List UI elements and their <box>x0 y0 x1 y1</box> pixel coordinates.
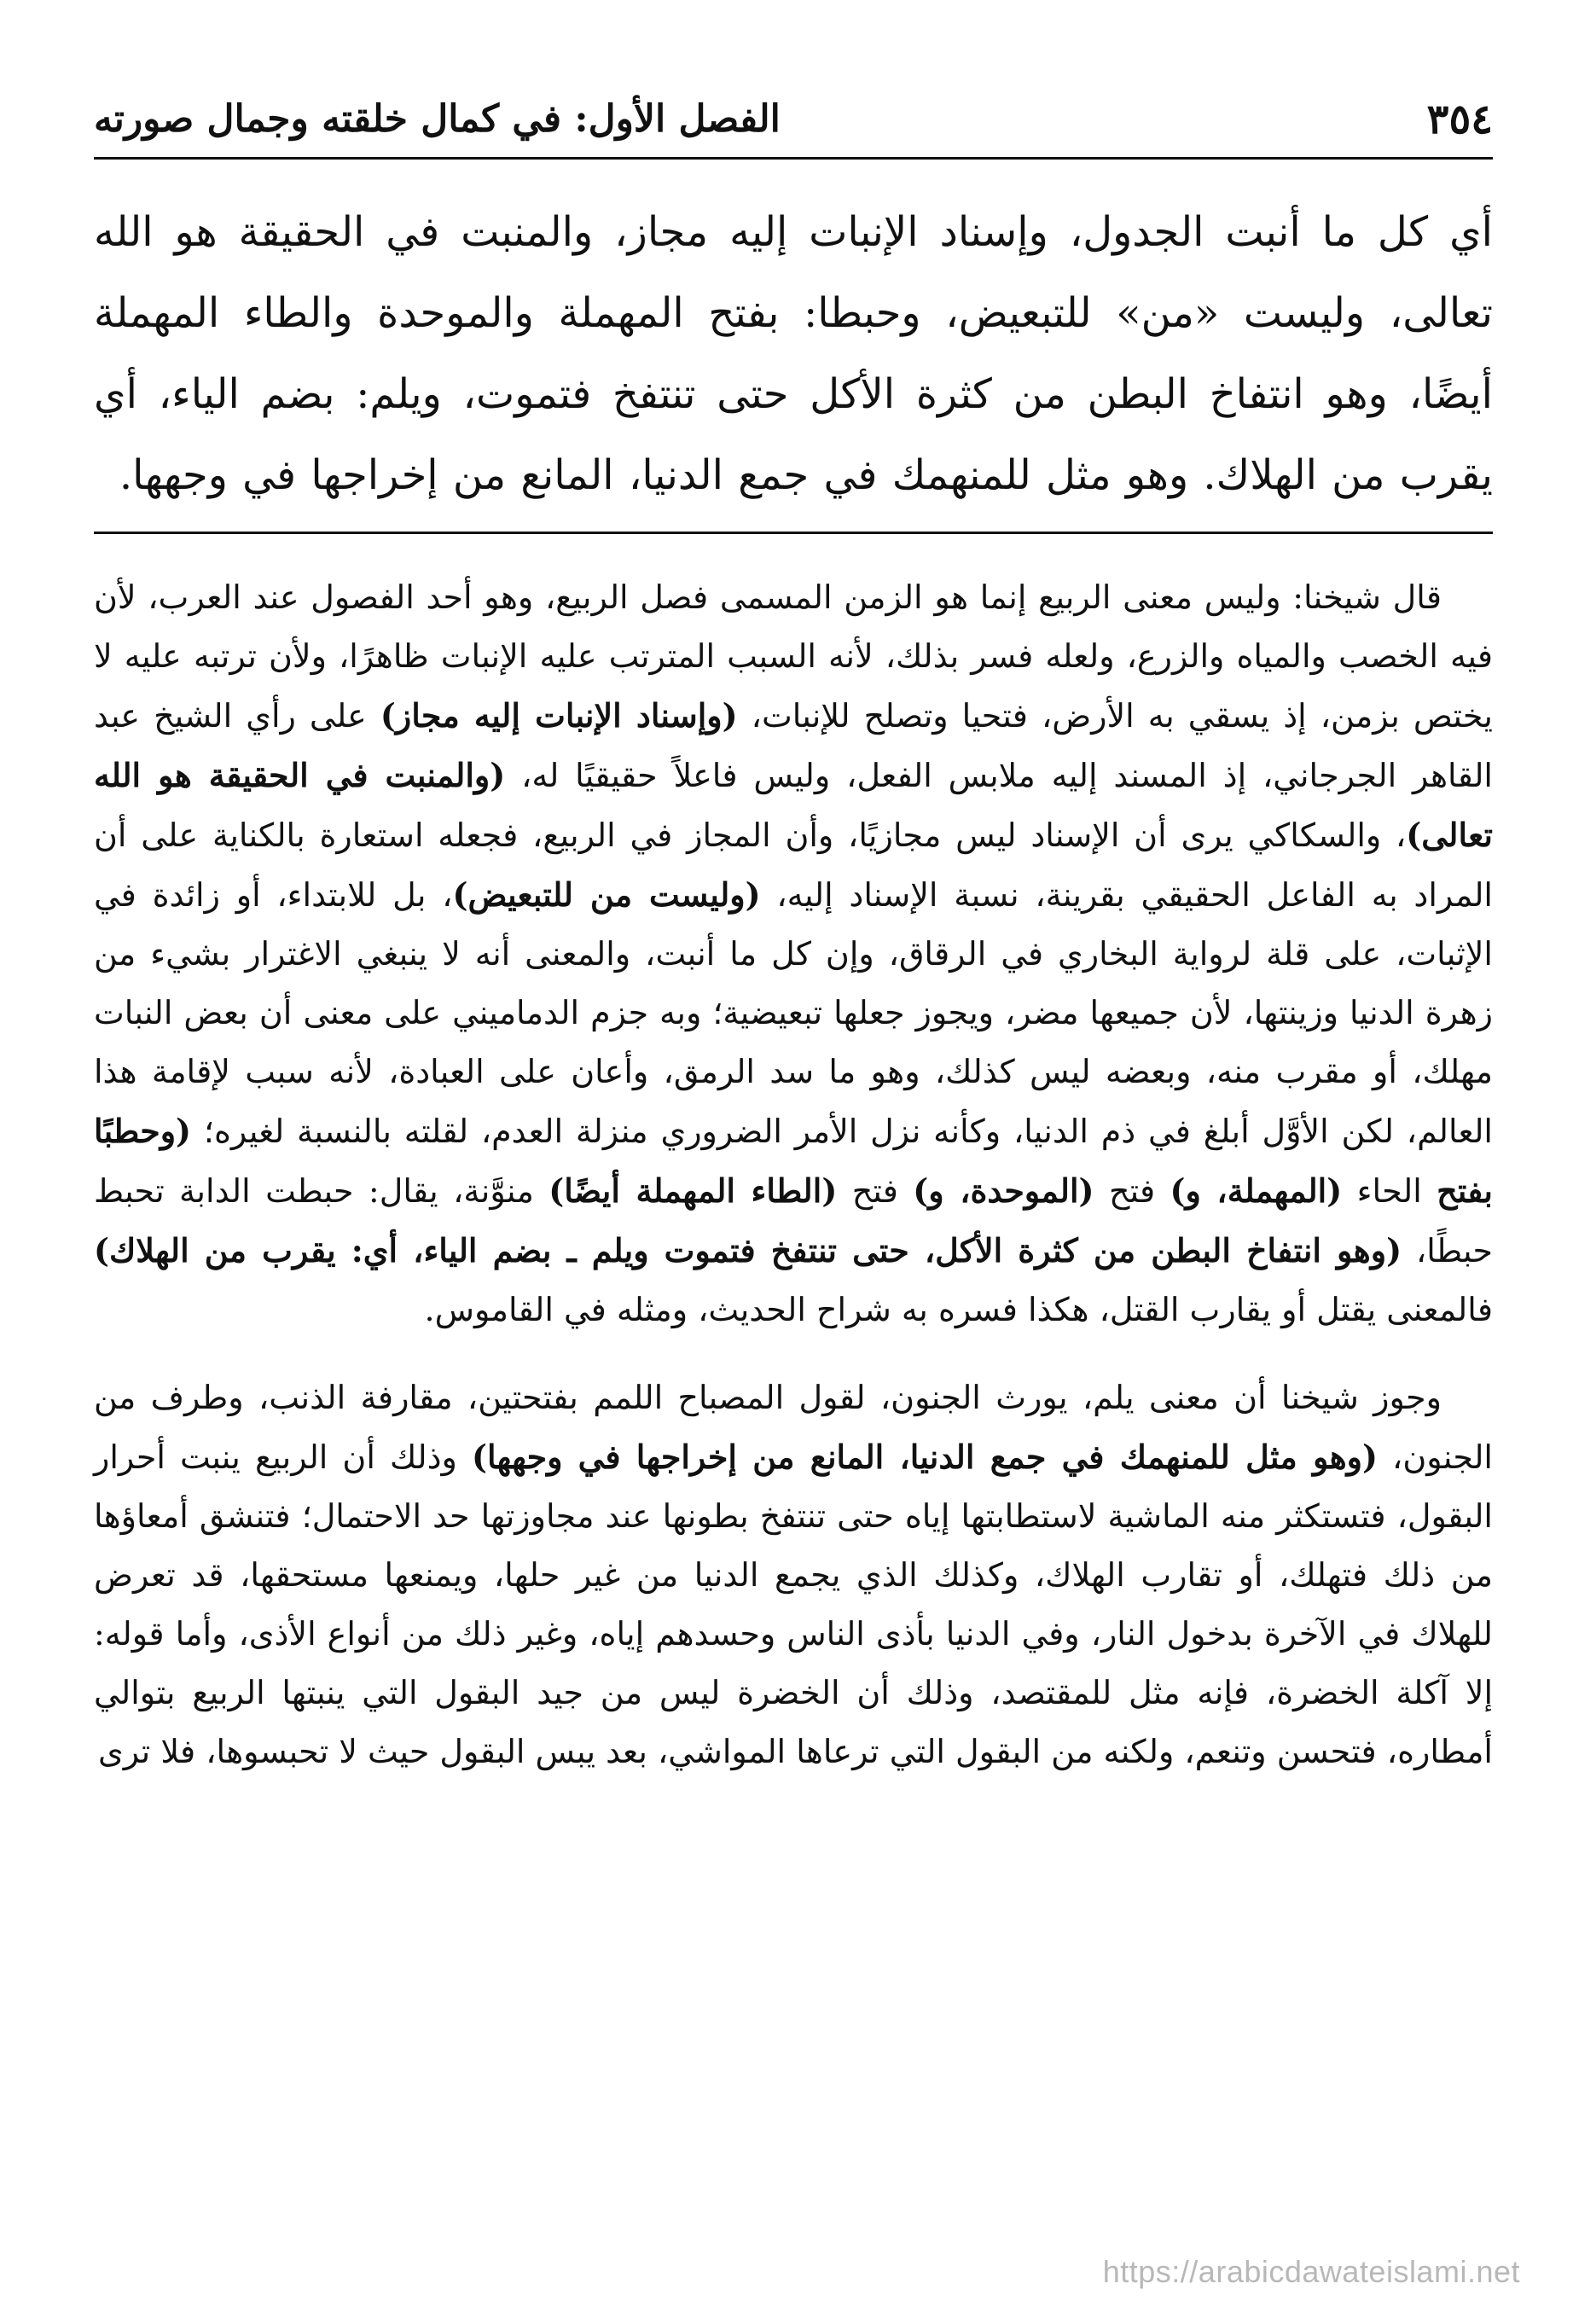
commentary-text: فالمعنى يقتل أو يقارب القتل، هكذا فسره به شراح الحديث، ومثله في القاموس. <box>424 1291 1493 1328</box>
page-number: ٣٥٤ <box>1426 96 1493 143</box>
commentary-text: فتح <box>837 1172 914 1210</box>
commentary-text: وجوز شيخنا أن معنى يلم، يورث الجنون، لقول المصباح اللمم بفتحتين، مقارفة الذنب، وطرف من الجنون، <box>94 1379 1493 1476</box>
quoted-text: (والمنبت في الحقيقة هو الله تعالى) <box>94 756 1493 854</box>
commentary-paragraph-2 <box>94 1368 1493 1781</box>
book-page <box>94 94 1493 2278</box>
commentary-text: ، والسكاكي يرى أن الإسناد ليس مجازيًا، وأن المجاز في الربيع، فجعله استعارة بالكناية على أن المراد به الفاعل الحقيقي بقرينة، نسبة الإسناد إليه، <box>94 816 1493 914</box>
commentary-text: وذلك أن الربيع ينبت أحرار البقول، فتستكثر منه الماشية لاستطابتها إياه حتى تنتفخ بطونها عند مجاوزتها حد الاحتمال؛ فتنشق أمعاؤها من ذلك فتهلك، أو تقارب الهلاك، وكذلك الذي يجمع الدنيا من غير حلها، ويمنعها مستحقها، قد تعرض للهلاك في الآخرة بدخول النار، وفي الدنيا بأذى الناس وحسدهم إياه، وغير ذلك من أنواع الأذى، وأما قوله: إلا آكلة الخضرة، فإنه مثل للمقتصد، وذلك أن الخضرة ليس من جيد البقول التي ينبتها الربيع بتوالي أمطاره، فتحسن وتنعم، ولكنه من البقول التي ترعاها المواشي، بعد يبس البقول حيث لا تحبسوها، فلا ترى <box>94 1438 1493 1770</box>
commentary-paragraph-1 <box>94 568 1493 1339</box>
quoted-text: (الموحدة، و) <box>913 1171 1094 1210</box>
quoted-text: (الطاء المهملة أيضًا) <box>549 1171 838 1210</box>
header-rule <box>94 157 1493 160</box>
commentary-text: قال شيخنا: وليس معنى الربيع إنما هو الزمن المسمى فصل الربيع، وهو أحد الفصول عند العرب، لأن فيه الخصب والمياه والزرع، ولعله فسر بذلك، لأنه السبب المترتب عليه الإنبات ظاهرًا، ولأن ترتبه عليه لا يختص بزمن، إذ يسقي به الأرض، فتحيا وتصلح للإنبات، <box>94 578 1494 735</box>
chapter-title: الفصل الأول: في كمال خلقته وجمال صورته <box>94 97 781 141</box>
separator-rule <box>94 532 1493 534</box>
quoted-text: (المهملة، و) <box>1170 1171 1343 1210</box>
quoted-text: (وليست من للتبعيض) <box>452 875 761 914</box>
commentary-text: منوَّنة، يقال: حبطت الدابة تحبط حبطًا، <box>94 1172 1493 1269</box>
quoted-text: (وإسناد الإنبات إليه مجاز) <box>380 696 738 735</box>
commentary-text: الحاء <box>1342 1172 1437 1210</box>
quoted-text: (وهو انتفاخ البطن من كثرة الأكل، حتى تنتفخ فتموت ويلم ـ بضم الياء، أي: يقرب من الهلاك) <box>94 1231 1402 1269</box>
quoted-text: (وهو مثل للمنهمك في جمع الدنيا، المانع من إخراجها في وجهها) <box>472 1438 1378 1476</box>
main-text: أي كل ما أنبت الجدول، وإسناد الإنبات إليه مجاز، والمنبت في الحقيقة هو الله تعالى، وليست «من» للتبعيض، وحبطا: بفتح المهملة والموحدة والطاء المهملة أيضًا، وهو انتفاخ البطن من كثرة الأكل حتى تنتفخ فتموت، ويلم: بضم الياء، أي يقرب من الهلاك. وهو مثل للمنهمك في جمع الدنيا، المانع من إخراجها في وجهها. <box>94 208 1493 499</box>
commentary-text: ، بل للابتداء، أو زائدة في الإثبات، على قلة لرواية البخاري في الرقاق، وإن كل ما أنبت، والمعنى أنه لا ينبغي الاغترار بشيء من زهرة الدنيا وزينتها، لأن جميعها مضر، ويجوز جعلها تبعيضية؛ وبه جزم الدماميني على معنى أن بعض النبات مهلك، أو مقرب منه، وبعضه ليس كذلك، وهو ما سد الرمق، وأعان على العبادة، لأنه سبب لإقامة هذا العالم، لكن الأوَّل أبلغ في ذم الدنيا، وكأنه نزل الأمر الضروري منزلة العدم، لقلته بالنسبة لغيره؛ <box>94 876 1493 1150</box>
page-header <box>94 94 1493 145</box>
quoted-text: (وحطبًا بفتح <box>94 1112 1493 1210</box>
commentary <box>94 568 1493 1781</box>
commentary-text: فتح <box>1094 1172 1170 1210</box>
commentary-text: على رأي الشيخ عبد القاهر الجرجاني، إذ المسند إليه ملابس الفعل، وليس فاعلاً حقيقيًا له، <box>94 697 1493 794</box>
watermark-url: https://arabicdawateislami.net <box>1102 2254 1520 2289</box>
